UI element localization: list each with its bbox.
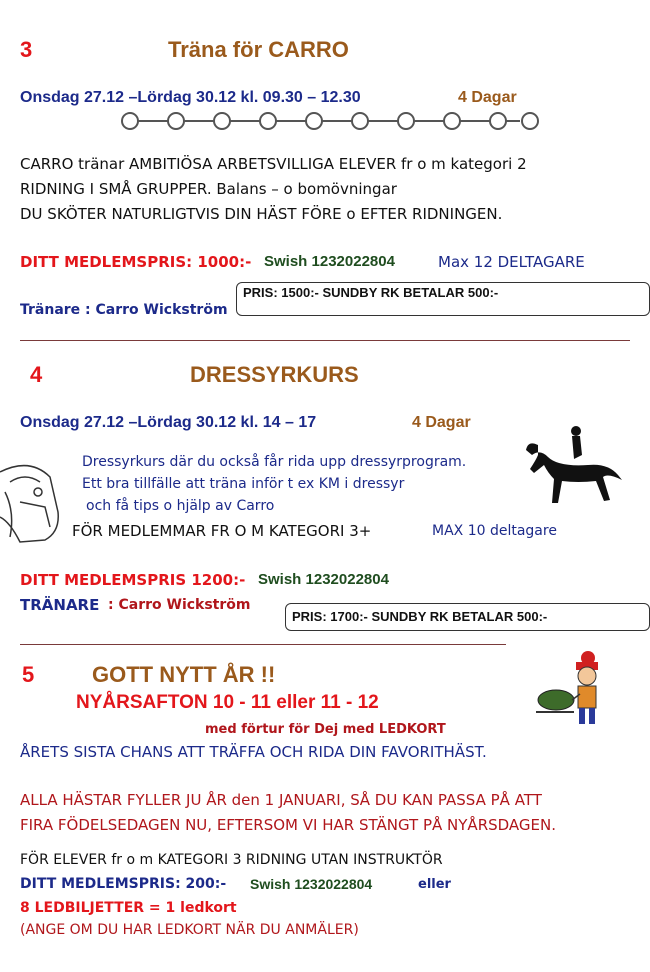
section5-eller: eller — [418, 877, 451, 892]
section5-led: 8 LEDBILJETTER = 1 ledkort — [20, 900, 237, 916]
section3-swish: Swish 1232022804 — [264, 253, 395, 270]
section3-days: 4 Dagar — [458, 89, 517, 106]
section4-swish: Swish 1232022804 — [258, 571, 389, 588]
section4-price-box — [285, 603, 650, 631]
section3-number: 3 — [20, 37, 33, 62]
horse-head-icon — [0, 452, 64, 544]
section4-days: 4 Dagar — [412, 414, 471, 431]
section3-price-box — [236, 282, 650, 316]
section5-line1: ÅRETS SISTA CHANS ATT TRÄFFA OCH RIDA DIN FAVORITHÄST. — [20, 743, 487, 761]
section4-trainer-name: : Carro Wickström — [108, 597, 251, 613]
section5-swish: Swish 1232022804 — [250, 876, 373, 892]
section3-dates: Onsdag 27.12 –Lördag 30.12 kl. 09.30 – 12.30 — [20, 89, 361, 106]
section5-number: 5 — [22, 662, 35, 687]
section4-line2: Ett bra tillfälle att träna inför t ex KM i dressyr — [82, 476, 405, 492]
dressage-rider-icon — [518, 425, 628, 510]
section3-line2: RIDNING I SMÅ GRUPPER. Balans – o bomövningar — [20, 180, 397, 198]
section4-line1: Dressyrkurs där du också får rida upp dressyrprogram. — [82, 454, 467, 470]
section4-line4: FÖR MEDLEMMAR FR O M KATEGORI 3+ — [72, 522, 372, 540]
section4-line3: och få tips o hjälp av Carro — [86, 498, 275, 514]
section4-dates: Onsdag 27.12 –Lördag 30.12 kl. 14 – 17 — [20, 414, 317, 431]
section3-title: Träna för CARRO — [168, 37, 349, 62]
section4-price: DITT MEDLEMSPRIS 1200:- — [20, 571, 246, 589]
section3-price-box-text: PRIS: 1500:- SUNDBY RK BETALAR 500:- — [243, 285, 499, 300]
section5-title: GOTT NYTT ÅR !! — [92, 662, 276, 687]
section4-title: DRESSYRKURS — [190, 362, 359, 387]
section3-line1: CARRO tränar AMBITIÖSA ARBETSVILLIGA ELEVER fr o m kategori 2 — [20, 155, 527, 173]
bit-chain-icon — [120, 110, 540, 132]
section3-price: DITT MEDLEMSPRIS: 1000:- — [20, 253, 252, 271]
section5-note: (ANGE OM DU HAR LEDKORT NÄR DU ANMÄLER) — [20, 922, 359, 938]
section4-max: MAX 10 deltagare — [432, 523, 557, 539]
section3-line3: DU SKÖTER NATURLIGTVIS DIN HÄST FÖRE o EFTER RIDNINGEN. — [20, 205, 503, 223]
section5-line2: ALLA HÄSTAR FYLLER JU ÅR den 1 JANUARI, SÅ DU KAN PASSA PÅ ATT — [20, 791, 542, 809]
section4-trainer-label: TRÄNARE — [20, 596, 100, 614]
section5-price: DITT MEDLEMSPRIS: 200:- — [20, 876, 227, 892]
section5-subtitle: NYÅRSAFTON 10 - 11 eller 11 - 12 — [76, 692, 379, 713]
divider — [20, 644, 506, 645]
section5-ledkort: med förtur för Dej med LEDKORT — [205, 722, 446, 737]
section5-line3: FIRA FÖDELSEDAGEN NU, EFTERSOM VI HAR STÄNGT PÅ NYÅRSDAGEN. — [20, 816, 557, 834]
divider — [20, 340, 630, 341]
section4-number: 4 — [30, 362, 43, 387]
section5-line4: FÖR ELEVER fr o m KATEGORI 3 RIDNING UTAN INSTRUKTÖR — [20, 852, 443, 868]
section3-max: Max 12 DELTAGARE — [438, 253, 585, 271]
section3-trainer: Tränare : Carro Wickström — [20, 302, 228, 318]
boy-with-sled-icon — [532, 648, 612, 728]
section4-price-box-text: PRIS: 1700:- SUNDBY RK BETALAR 500:- — [292, 609, 548, 624]
